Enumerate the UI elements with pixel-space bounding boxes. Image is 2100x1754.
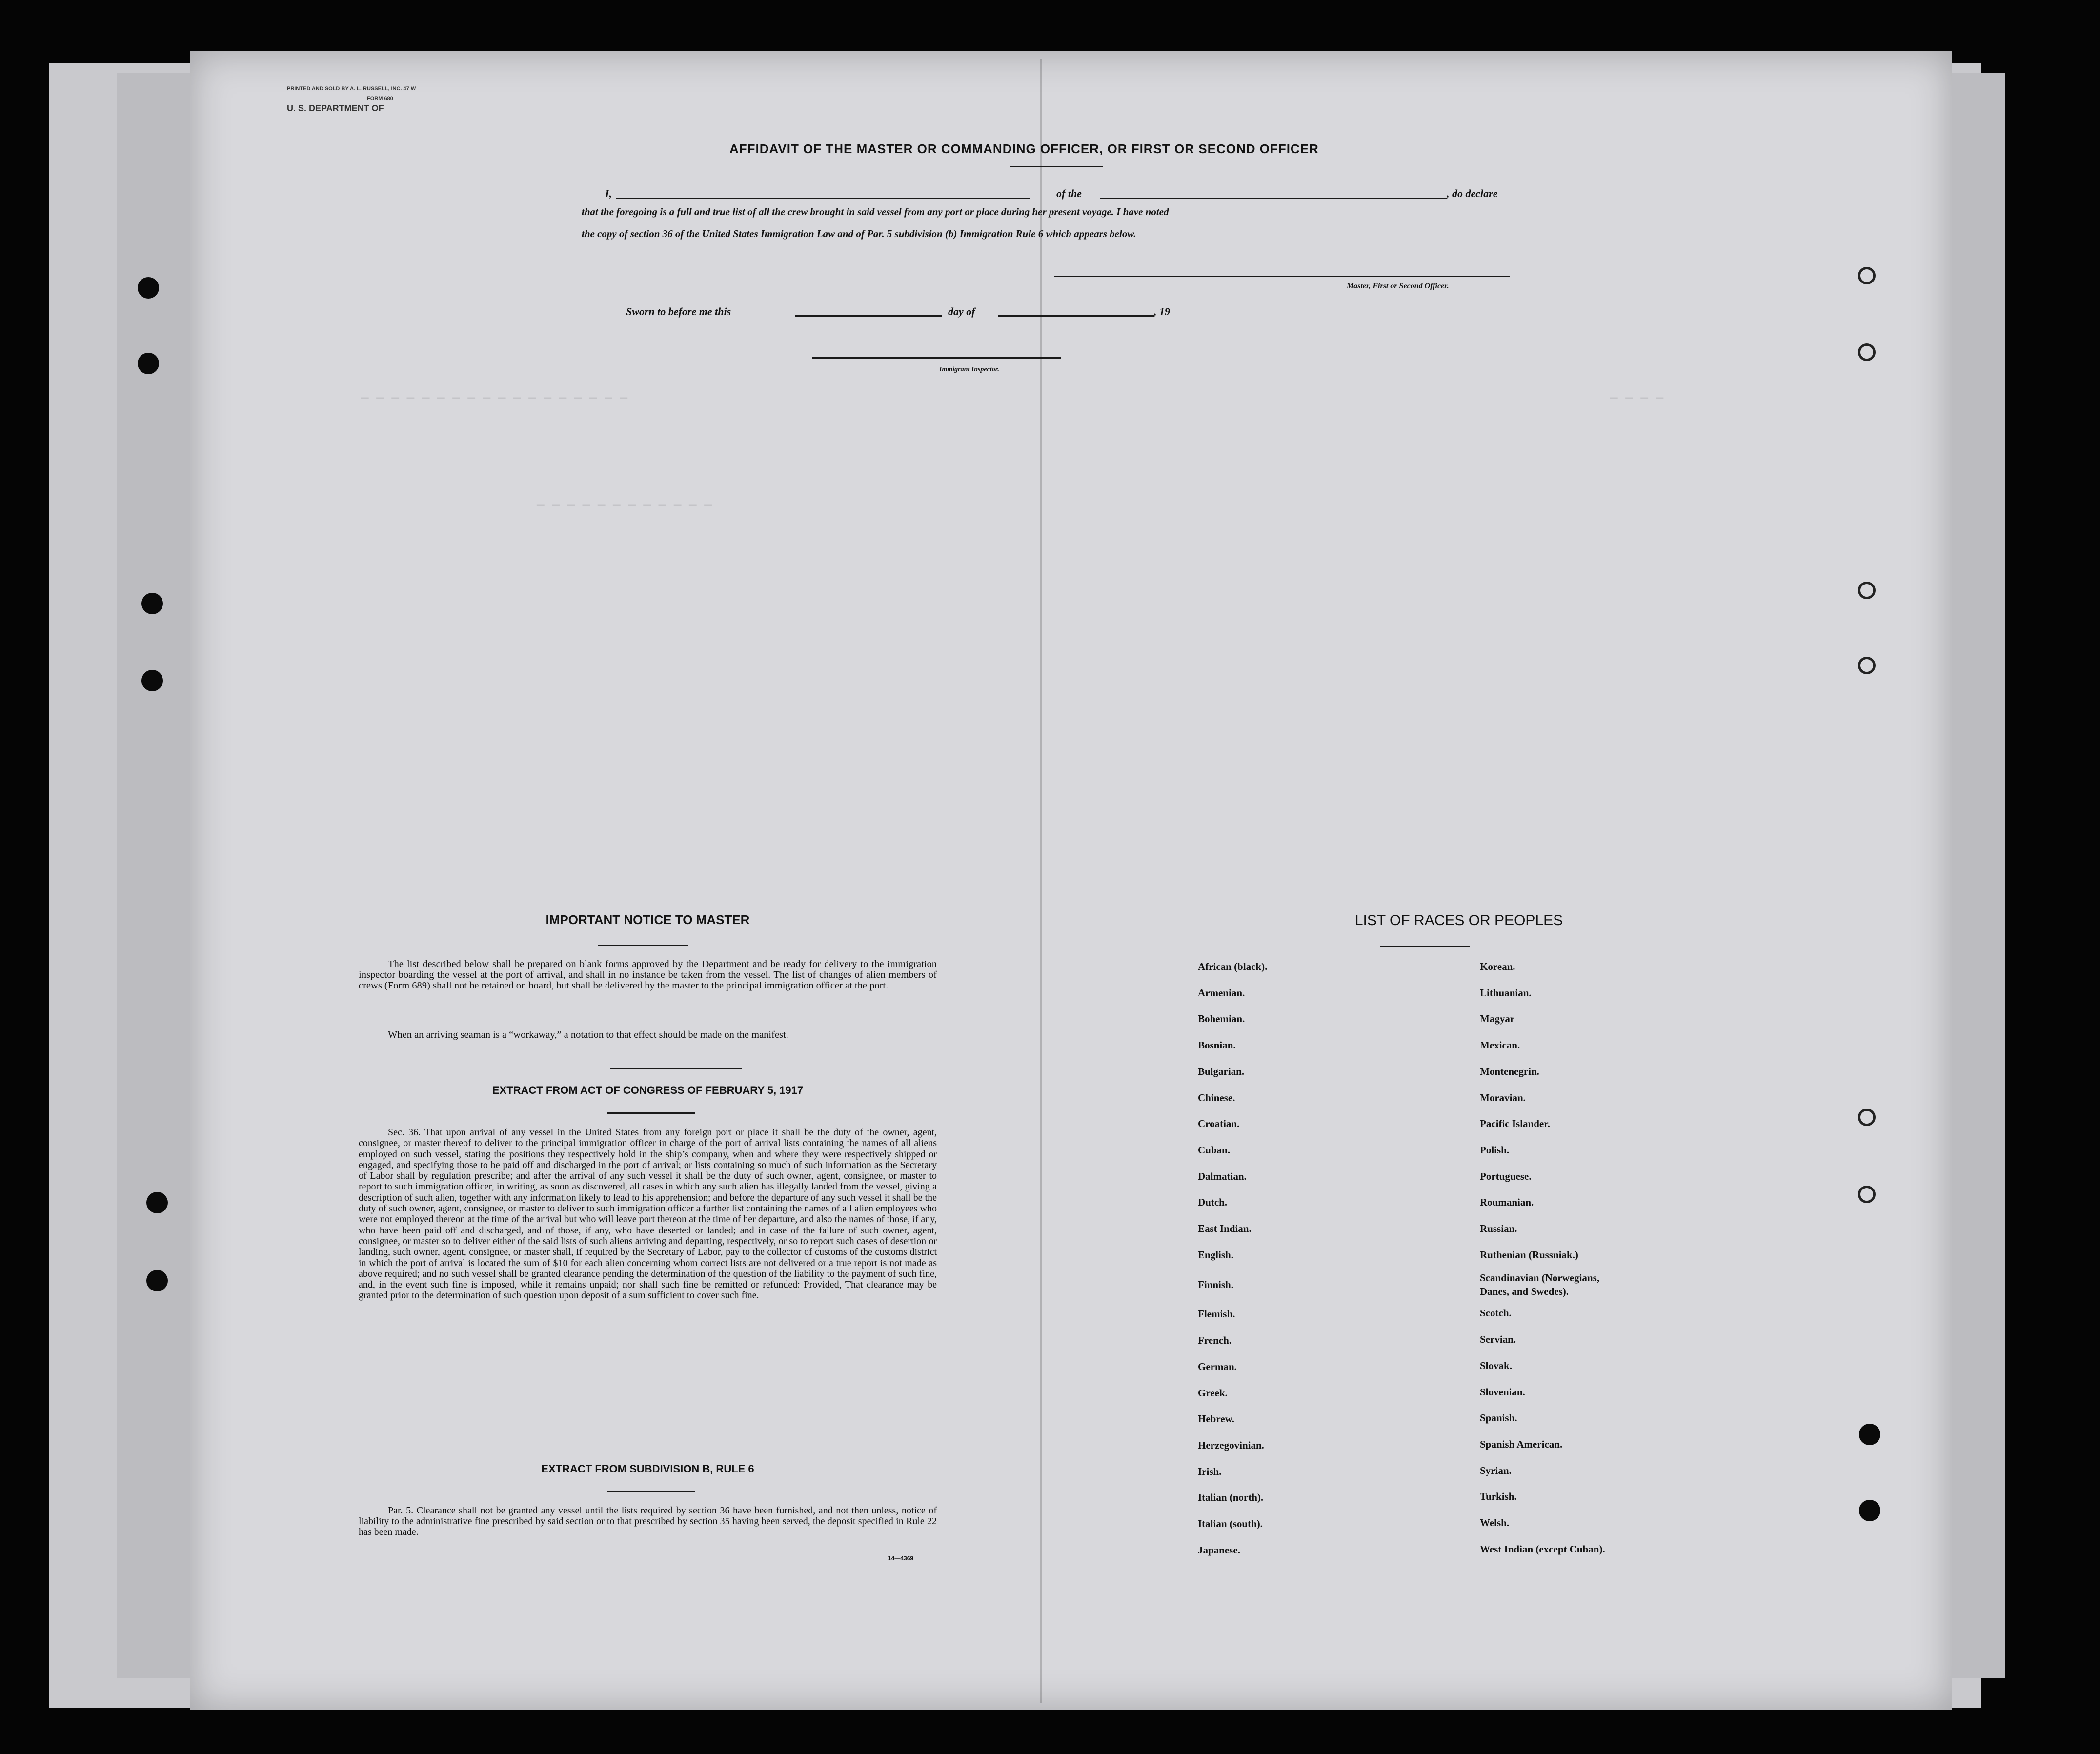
form-code: 14—4369 <box>888 1555 914 1562</box>
race-item: Slovak. <box>1480 1359 1512 1371</box>
races-title: LIST OF RACES OR PEOPLES <box>1354 912 1563 928</box>
race-item: Spanish. <box>1480 1412 1517 1424</box>
paragraph-5-text: Par. 5. Clearance shall not be granted any vessel until the lists required by section 36 have been furnished, and not then unless, notice of liability to the administrative fine prescribed by said section or to that prescribed by section 35 having been served, the deposit specified in Rule 22 has been made. <box>359 1505 937 1537</box>
races-left-column <box>1198 954 1471 1563</box>
race-item: Pacific Islander. <box>1480 1118 1550 1130</box>
affidavit-line-2: that the foregoing is a full and true list of all the crew brought in said vessel from any port or place during her present voyage. I have noted <box>582 206 1169 218</box>
race-item: Armenian. <box>1198 987 1245 999</box>
races-right-column <box>1480 954 1753 1562</box>
section-36-text: Sec. 36. That upon arrival of any vessel in the United States from any foreign port or place it shall be the duty of the owner, agent, consignee, or master thereof to deliver to the principal immigration officer in charge of the port of arrival lists containing the names of all aliens employed on such vessel, stating the positions they respectively hold in the ship’s company, when and where they were respectively shipped or engaged, and specifying those to be paid off and discharged in the port of arrival; or lists containing so much of such information as the Secretary of Labor shall by regulation prescribe; and after the arrival of any such vessel it shall be the duty of such owner, agent, consignee, or master to report to such immigration officer, in writing, as soon as discovered, all cases in which any such alien has illegally landed from the vessel, giving a description of such alien, together with any information likely to lead to his apprehension; and before the departure of any such vessel it shall be the duty of such owner, agent, consignee, or master to deliver to such immigration officer a further list containing the names of all alien employees who were not employed thereon at the time of the arrival but who will leave port thereon at the time of her departure, and also the names of those, if any, who have been paid off and discharged, and of those, if any, who have deserted or landed; and in case of the failure of such owner, agent, consignee, or master so to deliver either of the said lists of such aliens arriving and departing, respectively, or so to report such cases of desertion or landing, such owner, agent, consignee, or master shall, if required by the Secretary of Labor, pay to the collector of customs of the customs district in which the port of arrival is located the sum of $10 for each alien concerning whom correct lists are not delivered or a true report is not made as above required; and no such vessel shall be granted clearance pending the determination of the question of the liability to the payment of such fine, and, in the event such fine is imposed, while it remains unpaid; nor shall such fine be remitted or refunded: Provided, That clearance may be granted prior to the determination of such question upon deposit of a sum sufficient to cover such fine. <box>359 1127 937 1301</box>
binding-hole <box>1859 1500 1880 1521</box>
binding-hole <box>138 277 159 299</box>
binding-hole <box>141 670 163 691</box>
race-item: Hebrew. <box>1198 1413 1234 1425</box>
extract-act-rule <box>607 1112 695 1114</box>
race-item: Dutch. <box>1198 1196 1228 1209</box>
race-item: Lithuanian. <box>1480 987 1532 999</box>
extract-rule-rule <box>607 1491 695 1492</box>
race-item: English. <box>1198 1249 1233 1261</box>
inspector-line <box>812 357 1061 359</box>
notice-title: IMPORTANT NOTICE TO MASTER <box>545 912 750 927</box>
race-item: Syrian. <box>1480 1464 1512 1476</box>
race-item: Irish. <box>1198 1465 1222 1477</box>
department-label: U. S. DEPARTMENT OF <box>287 103 384 113</box>
inspector-label: Immigrant Inspector. <box>939 366 999 373</box>
notice-rule-2 <box>610 1068 742 1069</box>
race-item: Finnish. <box>1198 1279 1233 1291</box>
race-item: Welsh. <box>1480 1517 1510 1529</box>
race-item: Moravian. <box>1480 1091 1526 1104</box>
vessel-of-label: of the <box>1056 187 1082 200</box>
race-item: Turkish. <box>1480 1491 1517 1503</box>
binding-hole <box>146 1192 168 1213</box>
binding-hole <box>1858 1186 1876 1203</box>
binding-hole <box>1858 1109 1876 1126</box>
race-item: Portuguese. <box>1480 1170 1532 1182</box>
extract-act-title: EXTRACT FROM ACT OF CONGRESS OF FEBRUARY 5, 1917 <box>492 1084 804 1096</box>
race-item: Italian (south). <box>1198 1518 1263 1530</box>
race-item: Magyar <box>1480 1013 1515 1025</box>
race-item: Russian. <box>1480 1223 1517 1235</box>
race-item: African (black). <box>1198 961 1268 972</box>
race-item: Chinese. <box>1198 1091 1235 1104</box>
binding-hole <box>141 593 163 614</box>
affiant-label: I, <box>605 187 612 200</box>
race-item: Slovenian. <box>1480 1386 1525 1398</box>
binding-hole <box>1858 343 1876 361</box>
binding-hole <box>146 1270 168 1291</box>
race-item: Italian (north). <box>1198 1492 1264 1504</box>
race-item: Scotch. <box>1480 1307 1512 1319</box>
race-item: French. <box>1198 1334 1232 1347</box>
bleed-through-text: — — — — <box>1610 390 1664 405</box>
affidavit-line-3: the copy of section 36 of the United States Immigration Law and of Par. 5 subdivision (b) Immigration Rule 6 which appears below. <box>582 228 1136 240</box>
race-item: Mexican. <box>1480 1039 1520 1051</box>
bleed-through-text: — — — — — — — — — — — — <box>537 498 712 512</box>
sworn-month-line <box>998 315 1154 317</box>
bleed-through-text: — — — — — — — — — — — — — — — — — — <box>361 390 628 405</box>
race-item: Korean. <box>1480 961 1515 972</box>
day-of-label: day of <box>948 305 975 318</box>
form-number: FORM 680 <box>367 96 393 101</box>
race-item: Herzegovinian. <box>1198 1439 1264 1451</box>
race-item: East Indian. <box>1198 1223 1252 1235</box>
race-item: West Indian (except Cuban). <box>1480 1543 1605 1555</box>
race-item: Cuban. <box>1198 1144 1230 1156</box>
race-item: Bulgarian. <box>1198 1065 1245 1077</box>
notice-paragraph-1: The list described below shall be prepared on blank forms approved by the Department and be ready for delivery to the immigration inspector boarding the vessel at the port of arrival, and shall in no instance be taken from the vessel. The list of changes of alien members of crews (Form 689) shall not be retained on board, but shall be delivered by the master to the principal immigration officer at the port. <box>359 959 937 991</box>
binding-hole <box>138 353 159 374</box>
race-item: German. <box>1198 1360 1237 1372</box>
vessel-name-line <box>1100 198 1447 199</box>
affiant-name-line <box>616 198 1030 199</box>
race-item: Scandinavian (Norwegians, Danes, and Swedes). <box>1480 1272 1600 1298</box>
year-label: , 19 <box>1154 305 1170 318</box>
race-item: Greek. <box>1198 1387 1228 1399</box>
race-item: Flemish. <box>1198 1308 1235 1320</box>
race-item: Bosnian. <box>1198 1039 1236 1051</box>
affidavit-title: AFFIDAVIT OF THE MASTER OR COMMANDING OFFICER, OR FIRST OR SECOND OFFICER <box>729 141 1319 156</box>
signature-line <box>1054 276 1510 277</box>
race-item: Croatian. <box>1198 1118 1240 1130</box>
race-item: Japanese. <box>1198 1544 1240 1556</box>
declare-label: , do declare <box>1447 187 1498 200</box>
notice-paragraph-2: When an arriving seaman is a “workaway,” a notation to that effect should be made on the manifest. <box>388 1029 788 1040</box>
signature-label: Master, First or Second Officer. <box>1347 282 1449 290</box>
binding-hole <box>1858 267 1876 284</box>
race-item: Montenegrin. <box>1480 1065 1539 1077</box>
binding-hole <box>1858 582 1876 599</box>
notice-rule <box>598 945 688 946</box>
races-rule <box>1380 946 1470 947</box>
sworn-label: Sworn to before me this <box>626 305 731 318</box>
extract-rule-title: EXTRACT FROM SUBDIVISION B, RULE 6 <box>541 1463 754 1475</box>
race-item: Polish. <box>1480 1144 1510 1156</box>
title-rule <box>1010 166 1103 167</box>
race-item: Spanish American. <box>1480 1438 1563 1450</box>
race-item: Bohemian. <box>1198 1013 1245 1025</box>
binding-hole <box>1859 1424 1880 1445</box>
center-fold <box>1040 59 1042 1703</box>
race-item: Ruthenian (Russniak.) <box>1480 1249 1578 1261</box>
printer-imprint: PRINTED AND SOLD BY A. L. RUSSELL, INC. 47 W <box>287 86 416 92</box>
sworn-day-line <box>795 315 942 317</box>
race-item: Roumanian. <box>1480 1196 1534 1209</box>
race-item: Dalmatian. <box>1198 1170 1247 1182</box>
binding-hole <box>1858 657 1876 674</box>
race-item: Servian. <box>1480 1333 1516 1346</box>
